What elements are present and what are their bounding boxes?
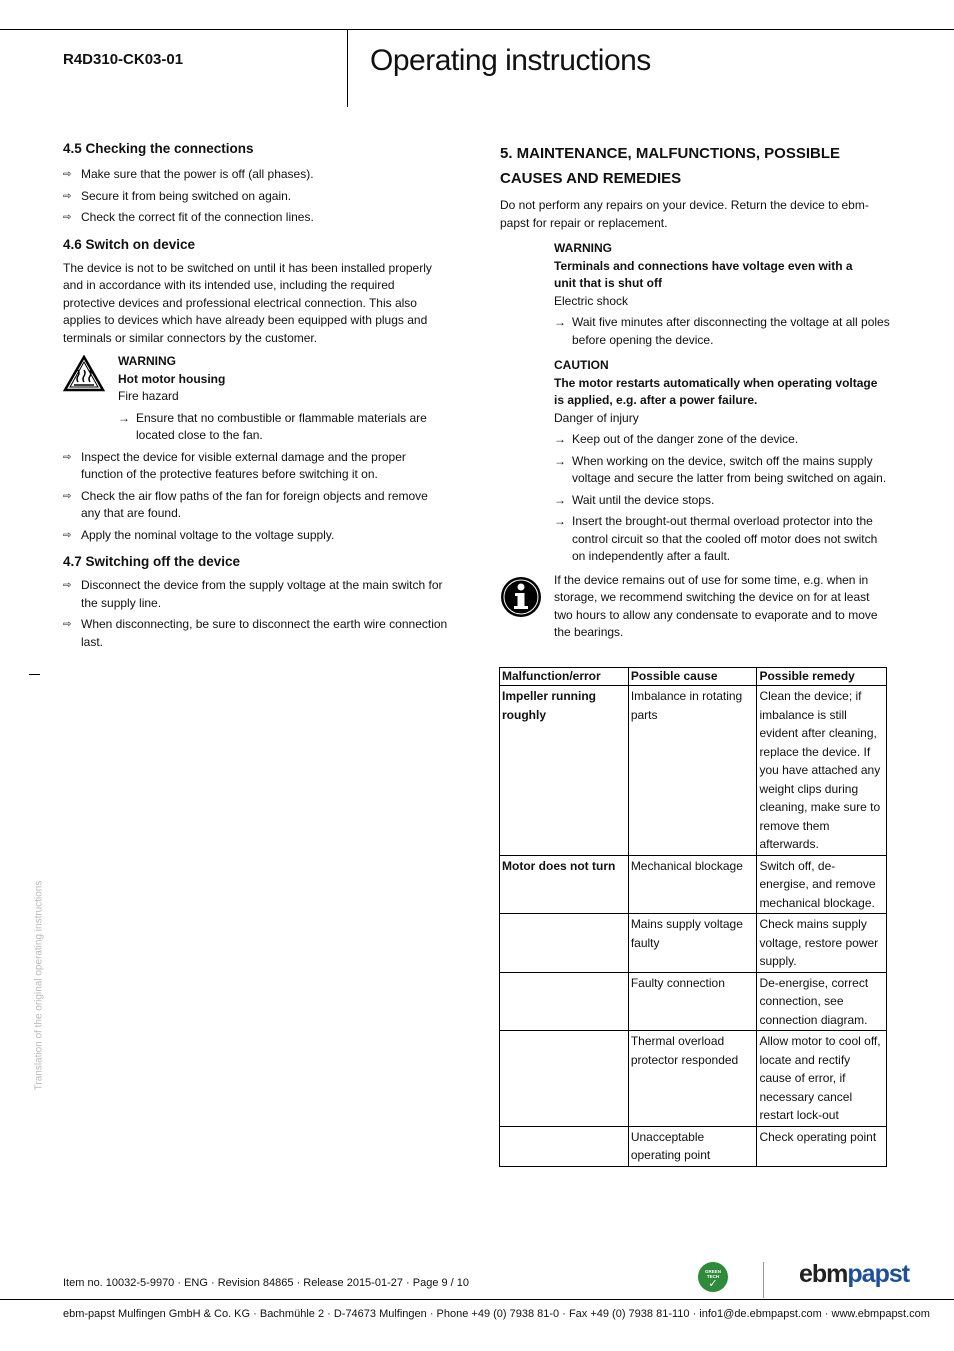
- arrow-bullet-icon: ⇨: [63, 190, 72, 202]
- model-number: R4D310-CK03-01: [63, 51, 184, 68]
- warning-hazard: Electric shock: [554, 293, 629, 308]
- caution-restart: [500, 357, 892, 566]
- section-4-6-title: 4.6 Switch on device: [63, 236, 196, 252]
- warning-voltage: [500, 240, 892, 349]
- right-arrow-icon: →: [554, 514, 566, 528]
- column-header: Possible cause: [628, 668, 757, 686]
- malfunction-table: [499, 667, 887, 1167]
- warning-label: WARNING: [118, 354, 176, 368]
- table-cell: Mains supply voltage faulty: [628, 914, 757, 973]
- section-4-5-title: 4.5 Checking the connections: [63, 141, 254, 156]
- footer-logo-divider: [763, 1262, 764, 1298]
- info-note: [500, 572, 892, 642]
- warning-hazard: Fire hazard: [118, 389, 179, 403]
- table-cell: De-energise, correct connection, see connection diagram.: [757, 972, 887, 1031]
- section-4-7-title: 4.7 Switching off the device: [63, 554, 241, 569]
- table-cell: Motor does not turn: [500, 855, 629, 914]
- section-4-7-list: [63, 577, 449, 651]
- arrow-bullet-icon: ⇨: [63, 580, 72, 591]
- table-cell: Unacceptable operating point: [628, 1126, 757, 1166]
- table-header-row: [500, 668, 887, 686]
- left-column: [63, 141, 449, 655]
- ebmpapst-logo: ebmpapst: [799, 1260, 910, 1288]
- warning-label: WARNING: [554, 241, 612, 255]
- table-cell: [500, 972, 629, 1031]
- caution-label: CAUTION: [554, 358, 609, 372]
- page-title: Operating instructions: [370, 44, 651, 77]
- arrow-bullet-icon: ⇨: [63, 212, 72, 223]
- table-row: [500, 686, 887, 856]
- greentech-badge: GREEN TECH ✓: [698, 1262, 728, 1292]
- info-text: If the device remains out of use for some time, e.g. when in storage, we recommend switching the device on for at least two hours to allow any condensate to evaporate and to move the bearings.: [554, 572, 878, 639]
- table-row: [500, 914, 887, 973]
- right-column: [500, 141, 892, 642]
- table-cell: Allow motor to cool off, locate and rectify cause of error, if necessary cancel restart lock-out: [757, 1031, 887, 1127]
- list-item: ⇨ Apply the nominal voltage to the voltage supply.: [63, 527, 449, 545]
- right-arrow-icon: →: [118, 410, 130, 425]
- table-cell: Faulty connection: [628, 972, 757, 1031]
- right-arrow-icon: →: [554, 492, 566, 507]
- caution-action: → Insert the brought-out thermal overload protector into the control circuit so that the cooled off motor does not switch on independently after a fault.: [554, 514, 878, 563]
- warning-subject: Hot motor housing: [118, 371, 226, 386]
- hot-surface-warning-icon: [63, 355, 105, 392]
- header-divider: [347, 29, 348, 107]
- list-item: ⇨ Secure it from being switched on again.: [63, 188, 449, 206]
- section-4-6-text: The device is not to be switched on until it has been installed properly and in accordance with its intended use, including the required protective devices and professional electrical connection. This also applies to devices which have already been equipped with plugs and terminals or similar connectors by the customer.: [63, 260, 432, 345]
- section-4-6-list: [63, 449, 449, 545]
- section-4-5-list: [63, 166, 449, 227]
- right-arrow-icon: →: [554, 315, 566, 329]
- arrow-bullet-icon: ⇨: [63, 451, 72, 463]
- list-item: ⇨ Make sure that the power is off (all phases).: [63, 166, 449, 184]
- warning-subject: Terminals and connections have voltage even with a unit that is shut off: [554, 258, 853, 290]
- table-cell: Mechanical blockage: [628, 855, 757, 914]
- caution-hazard: Danger of injury: [554, 410, 639, 425]
- warning-hot-housing: [63, 353, 449, 445]
- header-top-rule: [0, 29, 954, 30]
- side-note: Translation of the original operating instructions: [33, 880, 45, 1091]
- footer-rule: [0, 1299, 954, 1300]
- table-cell: Check mains supply voltage, restore power supply.: [757, 914, 887, 973]
- column-header: Possible remedy: [757, 668, 887, 686]
- company-info: ebm-papst Mulfingen GmbH & Co. KG · Bachmühle 2 · D-74673 Mulfingen · Phone +49 (0) 7938 81-0 · Fax +49 (0) 7938 81-110 · info1@de.ebmpapst.com · www.ebmpapst.com: [63, 1308, 930, 1320]
- caution-action: → When working on the device, switch off the mains supply voltage and secure the latter from being switched on again.: [554, 453, 887, 485]
- warning-action: → Wait five minutes after disconnecting the voltage at all poles before opening the device.: [554, 315, 890, 347]
- list-item: ⇨ Check the air flow paths of the fan for foreign objects and remove any that are found.: [63, 488, 428, 520]
- right-arrow-icon: →: [554, 432, 566, 446]
- table-cell: [500, 1126, 629, 1166]
- arrow-bullet-icon: ⇨: [63, 619, 72, 630]
- column-header: Malfunction/error: [500, 668, 629, 686]
- table-cell: [500, 914, 629, 973]
- checkmark-icon: ✓: [708, 1278, 718, 1290]
- list-item: ⇨ Disconnect the device from the supply voltage at the main switch for the supply line.: [63, 578, 443, 610]
- table-cell: [500, 1031, 629, 1127]
- section-5-title: 5. MAINTENANCE, MALFUNCTIONS, POSSIBLE CAUSES AND REMEDIES: [500, 145, 841, 187]
- table-cell: Thermal overload protector responded: [628, 1031, 757, 1127]
- malfunction-table-wrap: [499, 667, 887, 1167]
- warning-action: → Ensure that no combustible or flammable materials are located close to the fan.: [118, 410, 427, 442]
- caution-action: → Keep out of the danger zone of the device.: [554, 431, 892, 449]
- list-item: ⇨ When disconnecting, be sure to disconnect the earth wire connection last.: [63, 617, 448, 649]
- table-row: [500, 1126, 887, 1166]
- table-cell: Clean the device; if imbalance is still evident after cleaning, replace the device. If you have attached any weight clips during cleaning, make sure to remove them afterwards.: [757, 686, 887, 856]
- table-cell: Check operating point: [757, 1126, 887, 1166]
- table-cell: Switch off, de-energise, and remove mechanical blockage.: [757, 855, 887, 914]
- table-cell: Imbalance in rotating parts: [628, 686, 757, 856]
- section-5-intro: Do not perform any repairs on your device. Return the device to ebm-papst for repair or replacement.: [500, 198, 869, 230]
- arrow-bullet-icon: ⇨: [63, 490, 72, 502]
- table-row: [500, 855, 887, 914]
- table-cell: Impeller running roughly: [500, 686, 629, 856]
- right-arrow-icon: →: [554, 453, 566, 468]
- arrow-bullet-icon: ⇨: [63, 529, 72, 541]
- caution-action: → Wait until the device stops.: [554, 492, 892, 510]
- info-icon: [500, 576, 542, 618]
- item-info: Item no. 10032-5-9970 · ENG · Revision 84865 · Release 2015-01-27 · Page 9 / 10: [63, 1277, 470, 1289]
- fold-mark: [29, 674, 40, 675]
- table-row: [500, 972, 887, 1031]
- list-item: ⇨ Inspect the device for visible external damage and the proper function of the protective features before switching it on.: [63, 449, 406, 481]
- caution-subject: The motor restarts automatically when operating voltage is applied, e.g. after a power failure.: [554, 375, 878, 407]
- arrow-bullet-icon: ⇨: [63, 169, 72, 180]
- table-row: [500, 1031, 887, 1127]
- list-item: ⇨ Check the correct fit of the connection lines.: [63, 209, 449, 227]
